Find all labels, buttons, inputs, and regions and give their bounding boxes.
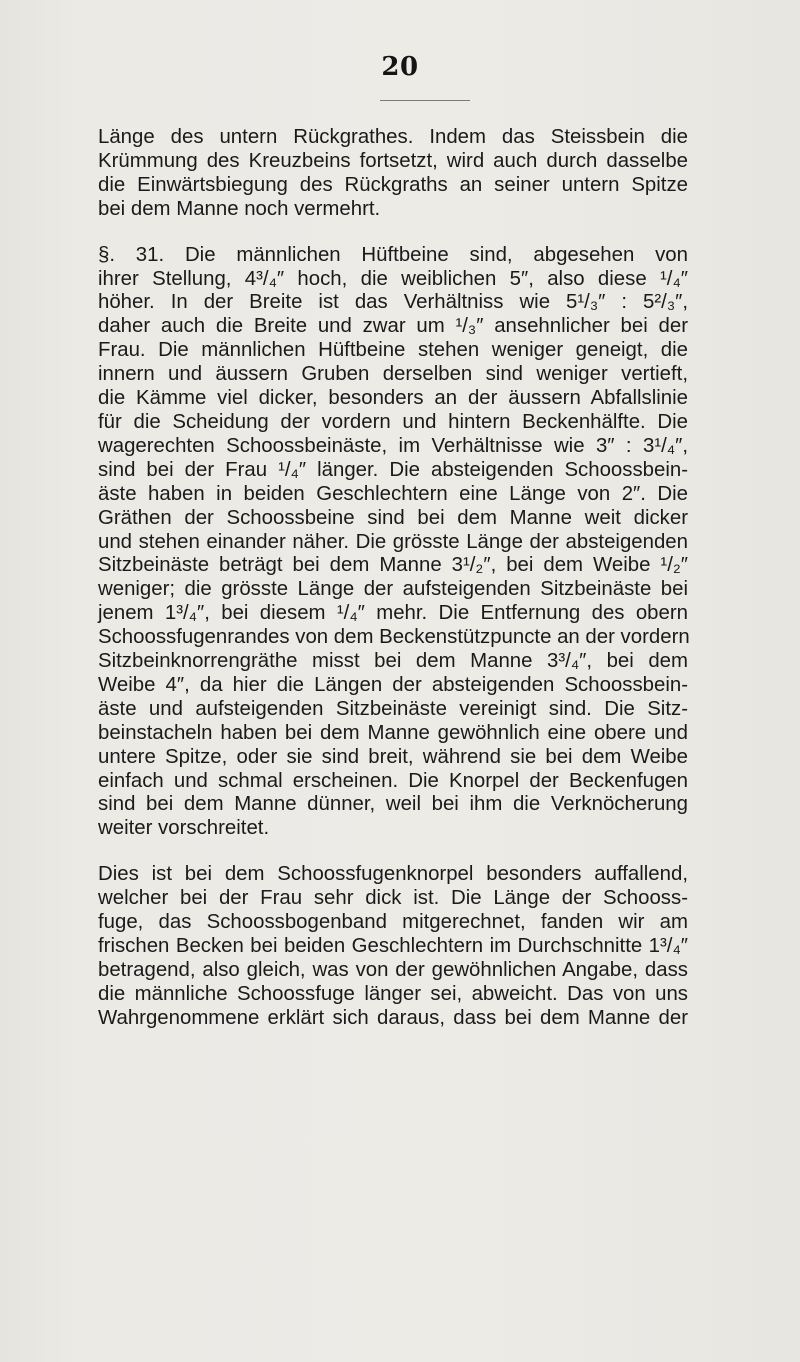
text-line: die männliche Schoossfuge länger sei, abweicht. Das von uns [98, 982, 688, 1005]
text-line: Weibe 4″, da hier die Längen der absteigenden Schoossbein- [98, 673, 688, 696]
text-line: für die Scheidung der vordern und hintern Beckenhälfte. Die [98, 410, 688, 433]
text-line: einfach und schmal erscheinen. Die Knorpel der Beckenfugen [98, 769, 688, 792]
text-line: innern und äussern Gruben derselben sind weniger vertieft, [98, 363, 688, 386]
paragraph-1 [98, 126, 688, 222]
header-rule [380, 100, 470, 101]
text-line: weniger; die grösste Länge der aufsteigenden Sitzbeinäste bei [98, 578, 688, 601]
text-line: welcher bei der Frau sehr dick ist. Die Länge der Schooss- [98, 887, 688, 910]
text-line: ihrer Stellung, 4³/₄″ hoch, die weiblichen 5″, also diese ¹/₄″ [98, 267, 688, 290]
text-line: Krümmung des Kreuzbeins fortsetzt, wird auch durch dasselbe [98, 149, 688, 172]
text-line: Wahrgenommene erklärt sich daraus, dass bei dem Manne der [98, 1006, 688, 1029]
paragraph-gap [98, 222, 688, 244]
paragraph-3 [98, 863, 688, 1030]
body-text [98, 126, 688, 1031]
text-line: beinstacheln haben bei dem Manne gewöhnlich eine obere und [98, 721, 688, 744]
text-line: fuge, das Schoossbogenband mitgerechnet, fanden wir am [98, 911, 688, 934]
text-line: Gräthen der Schoossbeine sind bei dem Manne weit dicker [98, 506, 688, 529]
paragraph-gap [98, 841, 688, 863]
text-line: die Einwärtsbiegung des Rückgraths an seiner untern Spitze [98, 173, 688, 196]
text-line: Dies ist bei dem Schoossfugenknorpel besonders auffallend, [98, 863, 688, 886]
text-line: und stehen einander näher. Die grösste Länge der absteigenden [98, 530, 688, 553]
text-line: Länge des untern Rückgrathes. Indem das Steissbein die [98, 126, 688, 148]
text-line: untere Spitze, oder sie sind breit, während sie bei dem Weibe [98, 745, 688, 768]
paragraph-2 [98, 244, 688, 842]
text-line: äste haben in beiden Geschlechtern eine Länge von 2″. Die [98, 482, 688, 505]
text-line: höher. In der Breite ist das Verhältniss wie 5¹/₃″ : 5²/₃″, [98, 291, 688, 314]
text-line: bei dem Manne noch vermehrt. [98, 197, 381, 220]
text-line: jenem 1³/₄″, bei diesem ¹/₄″ mehr. Die Entfernung des obern [98, 602, 688, 625]
text-line: sind bei der Frau ¹/₄″ länger. Die absteigenden Schoossbein- [98, 458, 688, 481]
text-line: frischen Becken bei beiden Geschlechtern im Durchschnitte 1³/₄″ [98, 935, 688, 957]
text-line: weiter vorschreitet. [98, 817, 270, 840]
text-line: Sitzbeinäste beträgt bei dem Manne 3¹/₂″, bei dem Weibe ¹/₂″ [98, 554, 688, 577]
text-line: äste und aufsteigenden Sitzbeinäste vereinigt sind. Die Sitz- [98, 697, 688, 720]
text-line: Sitzbeinknorrengräthe misst bei dem Manne 3³/₄″, bei dem [98, 650, 688, 673]
text-line: daher auch die Breite und zwar um ¹/₃″ ansehnlicher bei der [98, 315, 688, 338]
page-number: 20 [381, 52, 419, 82]
text-line: Frau. Die männlichen Hüftbeine stehen weniger geneigt, die [98, 339, 688, 362]
text-line: wagerechten Schoossbeinäste, im Verhältnisse wie 3″ : 3¹/₄″, [98, 434, 688, 457]
text-line: §. 31. Die männlichen Hüftbeine sind, abgesehen von [98, 243, 688, 266]
text-line: die Kämme viel dicker, besonders an der äussern Abfallslinie [98, 387, 688, 410]
text-line: sind bei dem Manne dünner, weil bei ihm die Verknöcherung [98, 793, 688, 816]
text-line: betragend, also gleich, was von der gewöhnlichen Angabe, dass [98, 958, 688, 981]
text-line: Schoossfugenrandes von dem Beckenstützpuncte an der vordern [98, 626, 690, 649]
